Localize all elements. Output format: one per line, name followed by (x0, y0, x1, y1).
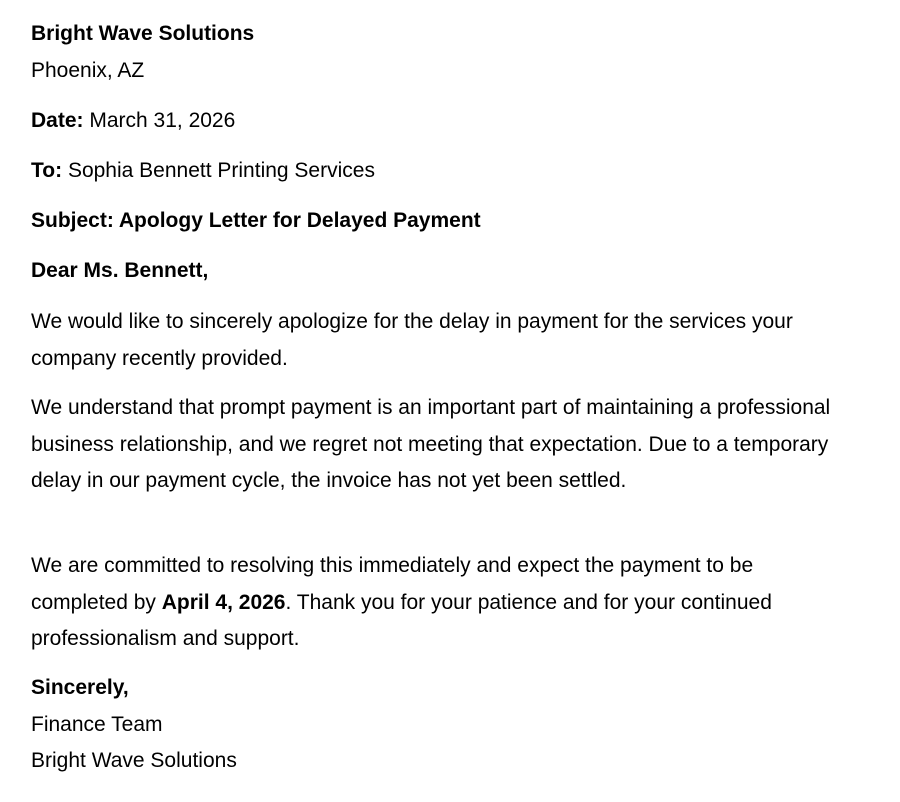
date-value: March 31, 2026 (89, 109, 236, 132)
closing-block (31, 670, 237, 780)
closing-sign: Sincerely, (31, 676, 129, 699)
date-line (31, 103, 235, 140)
to-label: To: (31, 159, 63, 182)
to-line (31, 153, 375, 190)
salutation (31, 253, 208, 290)
closing-company: Bright Wave Solutions (31, 749, 237, 772)
para3-before: We are committed to resolving this immediately and expect the payment to be completed by (31, 554, 754, 614)
sender-location: Phoenix, AZ (31, 58, 145, 82)
paragraph-2: We understand that prompt payment is an important part of maintaining a professional business relationship, and we regret not meeting that expectation. Due to a temporary delay in our payment cycle, the invoice has not yet been settled. (31, 396, 831, 492)
paragraph-3 (31, 548, 851, 658)
salutation-text: Dear Ms. Bennett, (31, 259, 209, 282)
sender-block (31, 16, 254, 89)
paragraph-1: We would like to sincerely apologize for the delay in payment for the services your company recently provided. (31, 310, 793, 370)
subject-line (31, 203, 481, 240)
payment-date: April 4, 2026 (161, 590, 286, 614)
closing-team: Finance Team (31, 712, 163, 736)
to-value: Sophia Bennett Printing Services (67, 159, 375, 182)
para3-after: . Thank you for your patience and for your continued professionalism and support. (31, 590, 772, 650)
date-label: Date: (31, 109, 84, 132)
subject: Subject: Apology Letter for Delayed Payment (31, 209, 481, 232)
sender-name: Bright Wave Solutions (31, 22, 255, 45)
